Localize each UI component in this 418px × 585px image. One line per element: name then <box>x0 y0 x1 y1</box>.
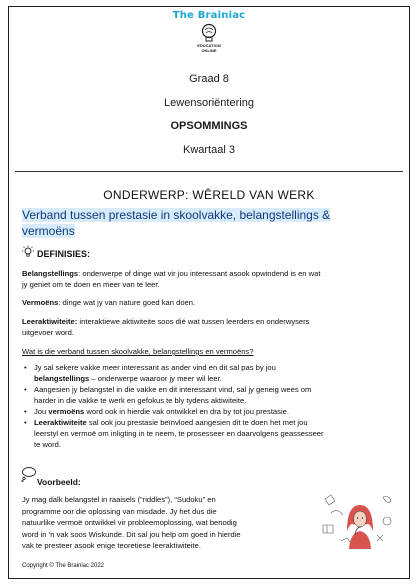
document-page <box>8 6 410 579</box>
section-title-line-1: Verband tussen prestasie in skoolvakke, belangstellings & <box>22 208 331 222</box>
definition-text: uitgevoer word. <box>22 328 74 337</box>
lightbulb-logo-icon <box>200 23 218 43</box>
bullet-text: – onderwerpe waaroor jy meer wil leer. <box>89 374 222 383</box>
definition-text: jy geniet om te doen en meer van te leer. <box>22 280 160 289</box>
example-line: vak te presteer asook enige teoretiese leeraktiwiteite. <box>22 541 201 550</box>
definition-term: Belangstellings <box>22 269 79 278</box>
example-body <box>22 494 307 552</box>
grade-label: Graad 8 <box>189 73 229 85</box>
definition-leeraktiwiteite <box>22 316 404 338</box>
definition-sep: : <box>58 298 63 307</box>
bullet-text: word ook in hierdie vak ontwikkel en dra by tot jou prestasie. <box>84 407 289 416</box>
bullet-bold: Leeraktiwiteite <box>34 418 87 427</box>
example-line: Jy mag dalk belangstel in raaisels (“riddles”), “Sudoku” en <box>22 495 216 504</box>
definition-term: Leeraktiwiteite: <box>22 317 78 326</box>
example-heading: Voorbeeld: <box>37 477 81 487</box>
speech-bubble-icon <box>21 466 37 482</box>
brand-subtitle-1: EDUCATION <box>197 43 221 48</box>
bullet-text: te word. <box>34 440 62 449</box>
subject-label: Lewensoriëntering <box>164 97 254 109</box>
topic-heading: ONDERWERP: WÊRELD VAN WERK <box>103 188 315 202</box>
bullet-bold: belangstellings <box>34 374 90 383</box>
section-title <box>22 207 382 239</box>
definition-term: Vermoëns <box>22 298 59 307</box>
bullet-text: Jy sal sekere vakke meer interessant as ander vind en dit sal pas by jou <box>34 363 276 372</box>
section-title-line-2: vermoëns <box>22 224 75 238</box>
list-item <box>22 384 402 406</box>
definition-text: dinge wat jy van nature goed kan doen. <box>62 298 196 307</box>
bullet-text: sal ook jou prestasie beïnvloed aangesien dit te doen het met jou <box>86 418 308 427</box>
definition-belangstellings <box>22 268 404 290</box>
bullet-list <box>22 362 402 450</box>
bullet-text: harder in die vakke te werk en gefokus te bly tydens aktiwiteite. <box>34 396 247 405</box>
definition-vermoens <box>22 297 404 308</box>
header-divider <box>15 171 403 172</box>
question-heading: Wat is die verband tussen skoolvakke, belangstellings en vermoëns? <box>22 347 254 356</box>
brand-subtitle-2: ONLINE <box>201 48 217 53</box>
doc-type-label: OPSOMMINGS <box>170 120 248 132</box>
definition-text: onderwerpe of dinge wat vir jou interessant asook opwindend is en wat <box>82 269 321 278</box>
example-line: word in ’n vak soos Wiskunde. Dit sal jou help om goed in hierdie <box>22 529 241 539</box>
brand-name: The Brainiac <box>172 10 246 21</box>
copyright-notice: Copyright © The Brainiac 2022 <box>22 563 105 569</box>
brand-logo <box>9 10 409 53</box>
definitions-heading: DEFINISIES: <box>37 249 91 259</box>
example-line: natuurlike vermoë ontwikkel vir probleemoplossing, wat benodig <box>22 518 237 527</box>
list-item <box>22 417 402 450</box>
list-item <box>22 362 402 384</box>
bullet-text: leerstyl en vermoë om inligting in te neem, te prosesseer en daarvolgens geassesseer <box>34 429 324 438</box>
thinking-person-illustration <box>317 491 403 549</box>
bullet-text: Aangesien jy belangstel in die vakke en dit interessant vind, sal jy geneig wees om <box>34 385 312 394</box>
bullet-text: Jou <box>34 407 49 416</box>
example-line: programme oor die oplossing van misdade. Jy het dus die <box>22 506 217 516</box>
list-item <box>22 406 402 417</box>
definition-text: interaktiewe aktiwiteite soos dié wat tussen leerders en onderwysers <box>79 317 310 326</box>
lightbulb-icon <box>21 245 35 259</box>
term-label: Kwartaal 3 <box>183 144 235 156</box>
bullet-bold: vermoëns <box>48 407 85 416</box>
definition-sep: : <box>78 269 83 278</box>
